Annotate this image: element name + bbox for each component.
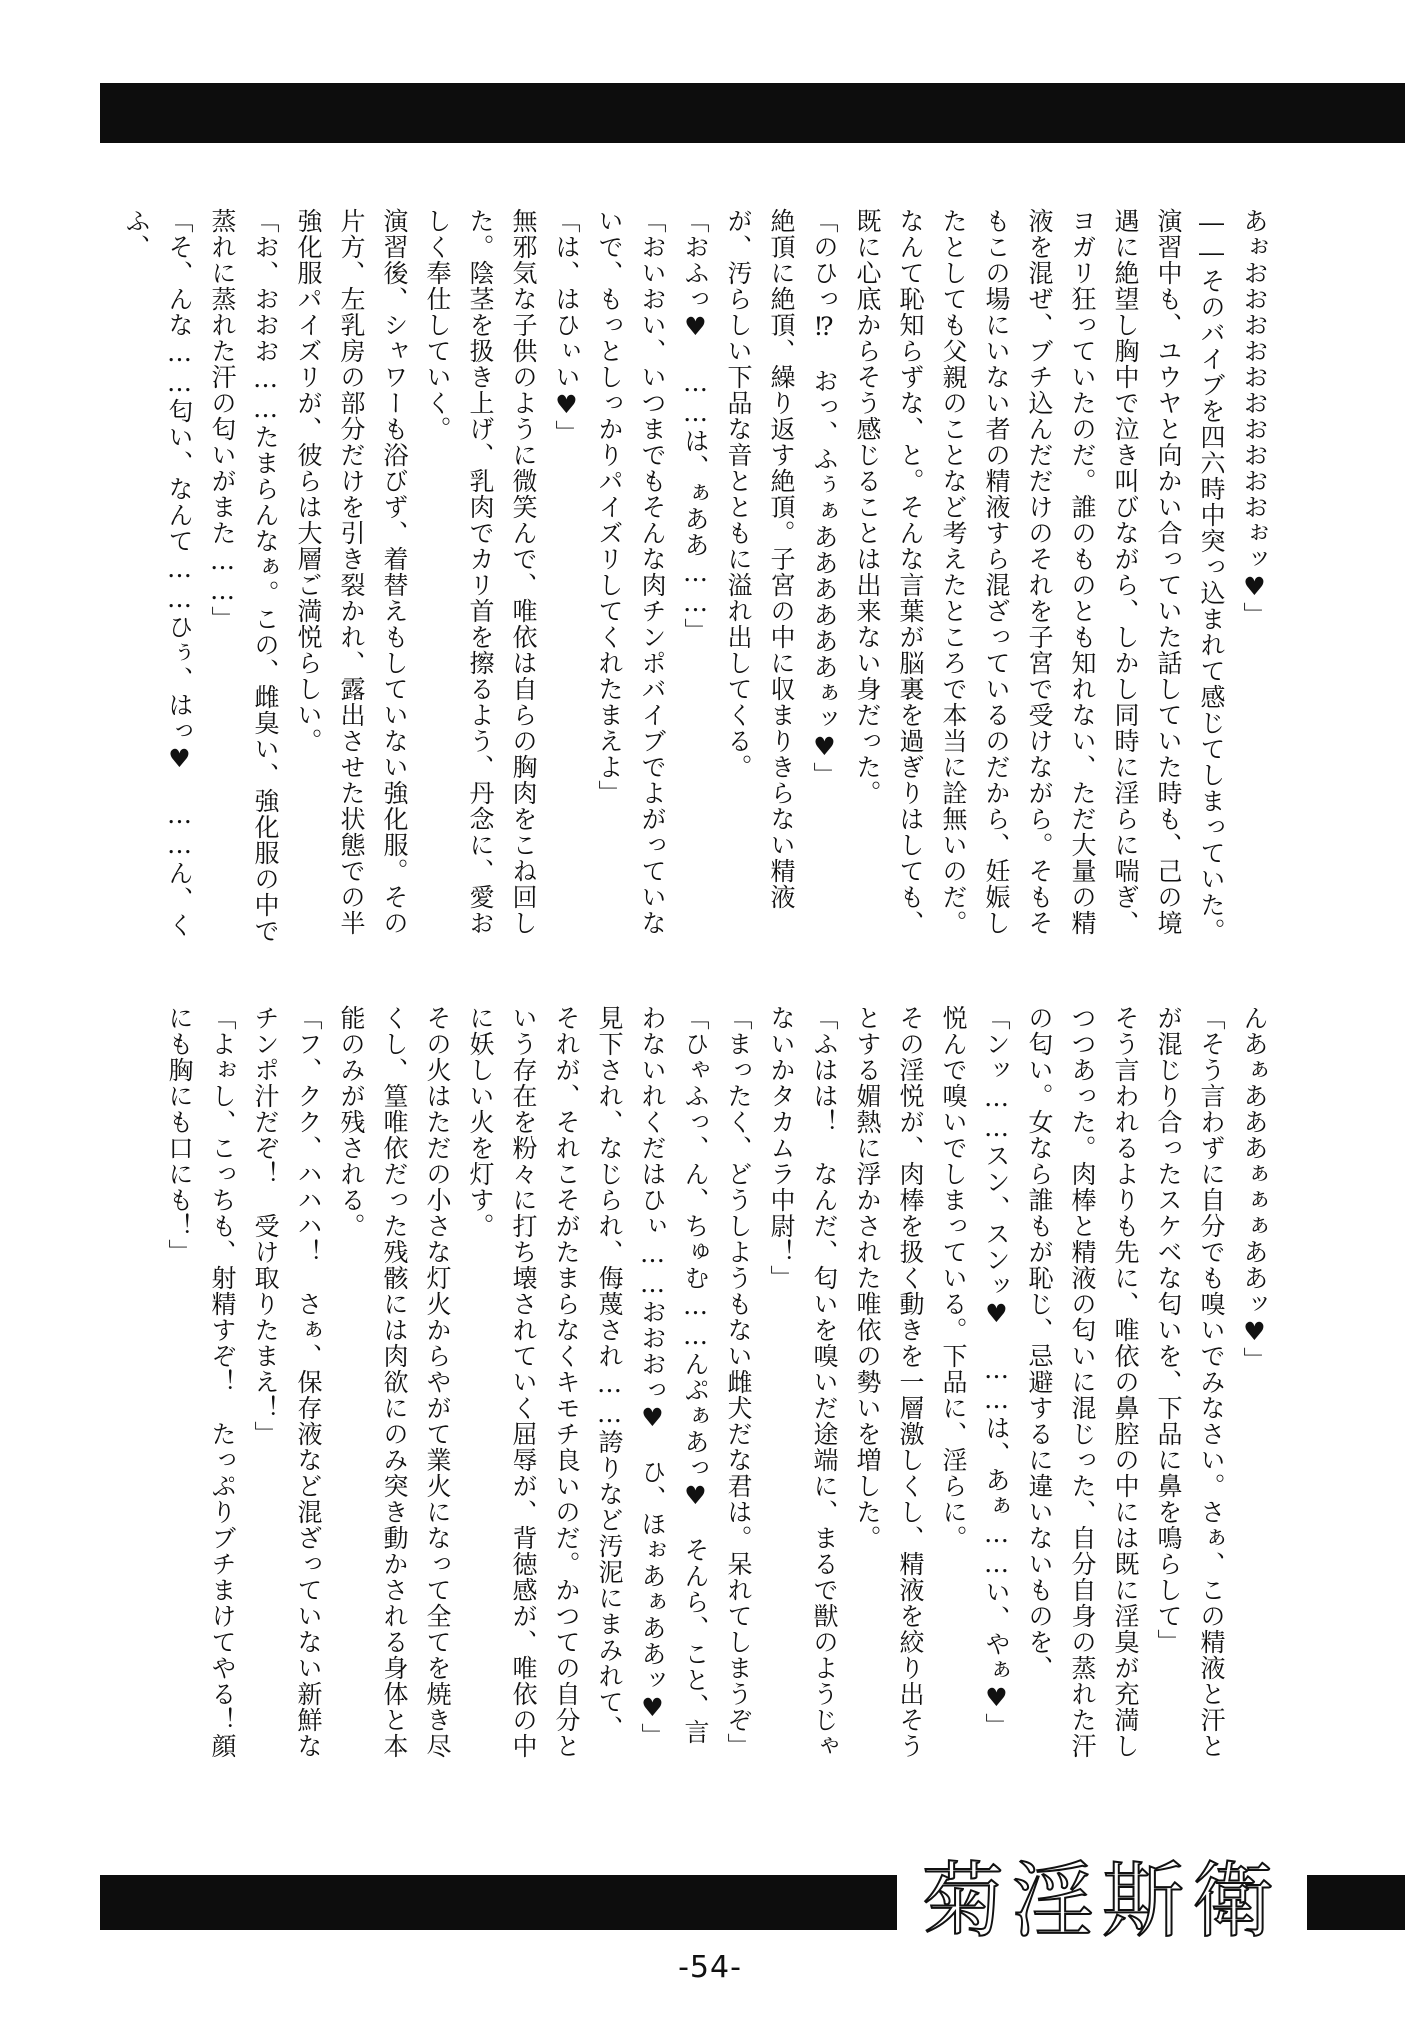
upper-text-block (122, 208, 1276, 948)
paragraph: 無邪気な子供のように微笑んで、唯依は自らの胸肉をこね回した。陰茎を扱き上げ、乳肉でカリ首を擦るよう、丹念に、愛おしく奉仕していく。 (423, 208, 538, 936)
paragraph: その火はただの小さな灯火からやがて業火になって全てを焼き尽くし、篁唯依だった残骸には肉欲にのみ突き動かされる身体と本能のみが残される。 (337, 1005, 452, 1759)
paragraph: その淫悦が、肉棒を扱く動きを一層激しくし、精液を絞り出そうとする媚熱に浮かされた唯依の勢いを増した。 (853, 1005, 925, 1759)
paragraph: 「ふはは！ なんだ、匂いを嗅いだ途端に、まるで獣のようじゃないかタカムラ中尉！」 (767, 1005, 839, 1759)
lower-text-block (126, 1005, 1276, 1765)
paragraph: 「おいおい、いつまでもそんな肉チンポバイブでよがっていないで、もっとしっかりパイズリしてくれたまえよ」 (595, 208, 667, 936)
paragraph: 「よぉし、こっちも、射精すぞ！ たっぷりブチまけてやる！顔にも胸にも口にも！」 (165, 1005, 237, 1759)
paragraph: 「お、おおお……たまらんなぁ。この、雌臭い、強化服の中で蒸れに蒸れた汗の匂いがまた……」 (208, 208, 280, 944)
paragraph: 悦んで嗅いでしまっている。下品に、淫らに。 (939, 1005, 968, 1551)
header-bar (100, 83, 1405, 143)
page-number: -54- (678, 1950, 742, 1985)
paragraph: 演習後、シャワーも浴びず、着替えもしていない強化服。その片方、左乳房の部分だけを引き裂かれ、露出させた状態での半強化服パイズリが、彼らは大層ご満悦らしい。 (294, 208, 409, 936)
paragraph: 「ひゃふっ、ん、ちゅむ……んぷぁあっ♥ そんら、こと、言わないれくだはひぃ……おおおっ♥ ひ、ほぉあぁああッ♥」 (638, 1005, 710, 1749)
paragraph: そう言われるよりも先に、唯依の鼻腔の中には既に淫臭が充満しつつあった。肉棒と精液の匂いに混じった、自分自身の蒸れた汗の匂い。女なら誰もが恥じ、忌避するに違いないものを、 (1025, 1005, 1140, 1759)
paragraph: 「そう言わずに自分でも嗅いでみなさい。さぁ、この精液と汗とが混じり合ったスケベな匂いを、下品に鼻を鳴らして」 (1154, 1005, 1226, 1759)
paragraph: 演習中も、ユウヤと向かい合っていた話していた時も、己の境遇に絶望し胸中で泣き叫びながら、しかし同時に淫らに喘ぎ、ヨガリ狂っていたのだ。誰のものとも知れない、ただ大量の精液を混ぜ、ブチ込んだだけのそれを子宮で受けながら。そもそもこの場にいない者の精液すら混ざっているのだから、妊娠したとしても父親のことなど考えたところで本当に詮無いのだ。 (939, 208, 1183, 936)
paragraph: ――そのバイブを四六時中突っ込まれて感じてしまっていた。 (1197, 208, 1226, 944)
paragraph: 「のひっ⁉ おっ、ふぅぁああああああぁッ♥」 (810, 208, 839, 788)
paragraph: 「おふっ♥ ……は、ぁああ……」 (681, 208, 710, 644)
paragraph: んあぁあああぁぁぁああッ♥」 (1240, 1005, 1269, 1373)
paragraph: 「まったく、どうしようもない雌犬だな君は。呆れてしまうぞ」 (724, 1005, 753, 1759)
paragraph: 見下され、なじられ、侮蔑され……誇りなど汚泥にまみれて、それが、それこそがたまらなくキモチ良いのだ。かつての自分という存在を粉々に打ち壊されていく屈辱が、背徳感が、唯依の中に妖しい火を灯す。 (466, 1005, 624, 1759)
paragraph: 「フ、クク、ハハハ！ さぁ、保存液など混ざっていない新鮮なチンポ汁だぞ！ 受け取りたまえ！」 (251, 1005, 323, 1759)
paragraph: 「は、はひぃい♥」 (552, 208, 581, 446)
paragraph: あぉおおおおおおおおおおぉッ♥」 (1240, 208, 1269, 628)
paragraph: なんて恥知らずな、と。そんな言葉が脳裏を過ぎりはしても、既に心底からそう感じることは出来ない身だった。 (853, 208, 925, 936)
book-title-logo: 菊淫斯衛 (897, 1842, 1307, 1947)
paragraph: 「そ、んな……匂い、なんて……ひぅ、はっ♥ ……ん、くふ、 (122, 208, 194, 938)
paragraph: 「ンッ……スン、スンッ♥ ……は、あぁ……い、やぁ♥」 (982, 1005, 1011, 1739)
paragraph: 絶頂に絶頂、繰り返す絶頂。子宮の中に収まりきらない精液が、汚らしい下品な音とともに溢れ出してくる。 (724, 208, 796, 910)
